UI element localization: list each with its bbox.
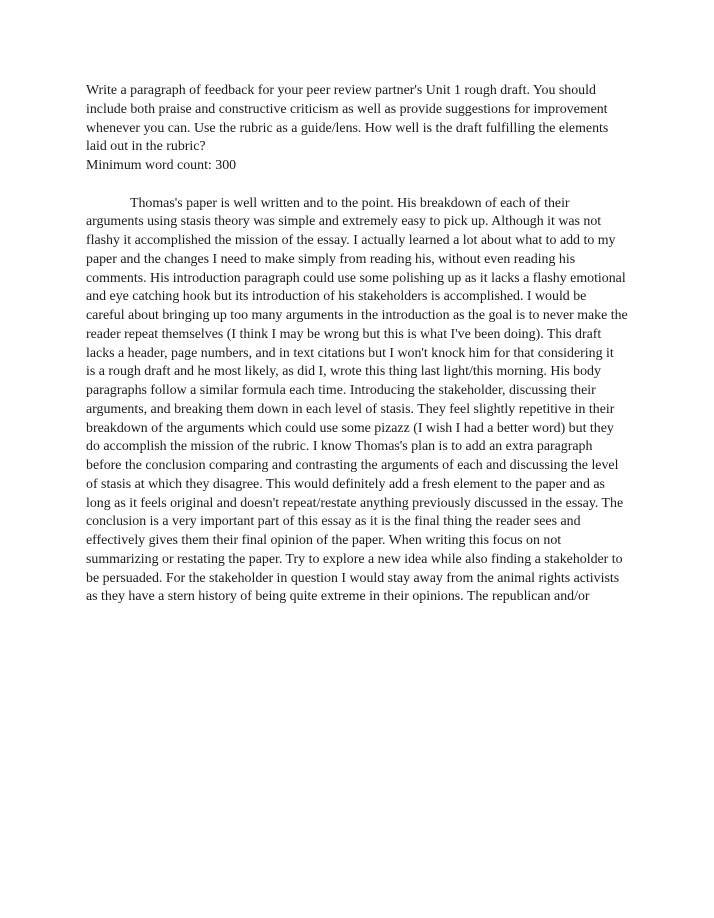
prompt-line: include both praise and constructive criticism as well as provide suggestions for improvement <box>86 101 608 117</box>
prompt-line: whenever you can. Use the rubric as a guide/lens. How well is the draft fulfilling the elements <box>86 120 609 136</box>
feedback-line: careful about bringing up too many arguments in the introduction as the goal is to never make the <box>86 308 628 323</box>
document-body <box>86 82 642 607</box>
prompt-line: laid out in the rubric? <box>86 139 206 155</box>
feedback-line: as they have a stern history of being quite extreme in their opinions. The republican and/or <box>86 589 590 605</box>
feedback-line: Thomas's paper is well written and to the point. His breakdown of each of their <box>130 195 570 211</box>
feedback-line: conclusion is a very important part of this essay as it is the final thing the reader sees and <box>86 514 581 530</box>
feedback-line: arguments using stasis theory was simple and extremely easy to pick up. Although it was not <box>86 214 602 230</box>
feedback-line: before the conclusion comparing and contrasting the arguments of each and discussing the level <box>86 458 619 473</box>
feedback-line: flashy it accomplished the mission of the essay. I actually learned a lot about what to add to my <box>86 233 616 248</box>
feedback-line: be persuaded. For the stakeholder in question I would stay away from the animal rights activists <box>86 570 620 586</box>
feedback-line: lacks a header, page numbers, and in text citations but I won't knock him for that considering it <box>86 345 614 361</box>
feedback-line: reader repeat themselves (I think I may be wrong but this is what I've been doing). This draft <box>86 326 602 342</box>
feedback-line: of stasis at which they disagree. This would definitely add a fresh element to the paper and as <box>86 476 605 492</box>
feedback-paragraph <box>86 195 642 608</box>
feedback-line: paragraphs follow a similar formula each time. Introducing the stakeholder, discussing their <box>86 383 596 398</box>
feedback-line: paper and the changes I need to make simply from reading his, without even reading his <box>86 251 576 267</box>
feedback-line: effectively gives them their final opinion of the paper. When writing this focus on not <box>86 533 562 548</box>
feedback-line: breakdown of the arguments which could use some pizazz (I wish I had a better word) but they <box>86 420 614 436</box>
feedback-line: and eye catching hook but its introduction of his stakeholders is accomplished. I would be <box>86 289 587 305</box>
prompt-line: Write a paragraph of feedback for your peer review partner's Unit 1 rough draft. You should <box>86 83 596 98</box>
feedback-line: summarizing or restating the paper. Try to explore a new idea while also finding a stakeholder to <box>86 551 623 567</box>
feedback-line: arguments, and breaking them down in each level of stasis. They feel slightly repetitive in their <box>86 401 615 417</box>
assignment-prompt <box>86 82 642 176</box>
feedback-line: comments. His introduction paragraph could use some polishing up as it lacks a flashy emotional <box>86 270 626 286</box>
feedback-line: do accomplish the mission of the rubric. I know Thomas's plan is to add an extra paragraph <box>86 439 593 455</box>
feedback-line: long as it feels original and doesn't repeat/restate anything previously discussed in the essay. The <box>86 495 624 511</box>
feedback-line: is a rough draft and he most likely, as did I, wrote this thing last light/this morning. His body <box>86 364 601 380</box>
minimum-word-count: Minimum word count: 300 <box>86 158 237 173</box>
